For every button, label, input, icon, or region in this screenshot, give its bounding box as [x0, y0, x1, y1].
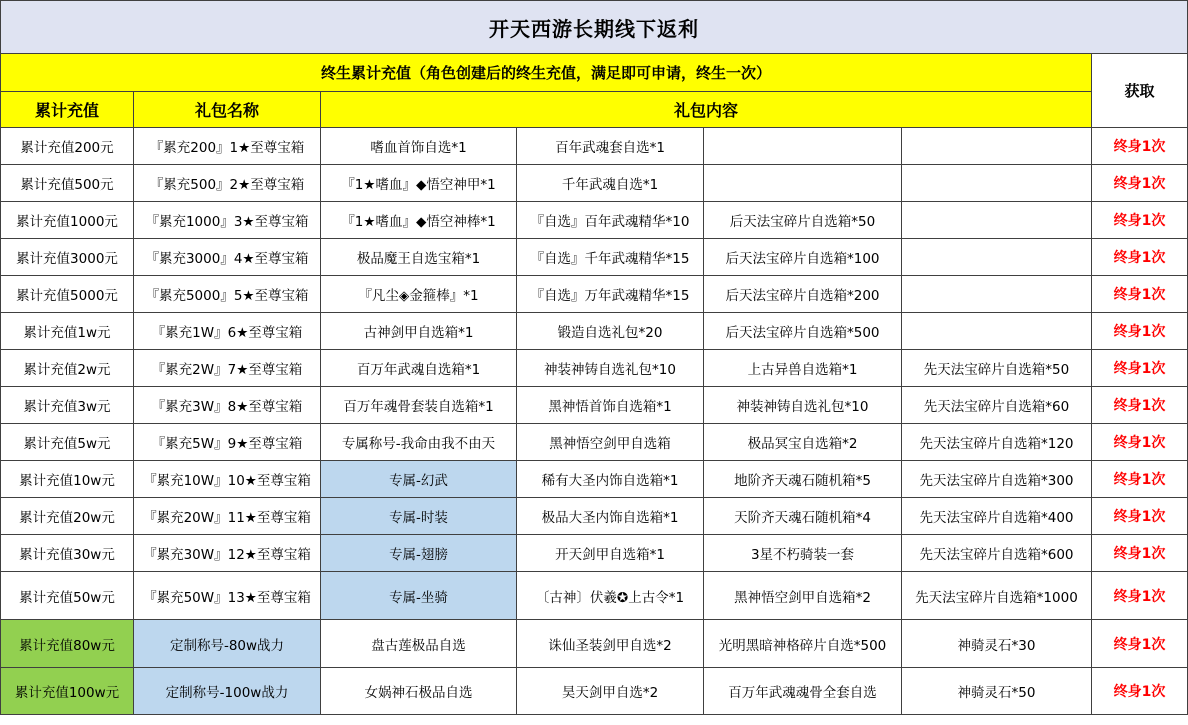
cell-obtain: 终身1次	[1092, 461, 1188, 498]
cell-package-item: 千年武魂自选*1	[517, 165, 704, 202]
header-obtain: 获取	[1092, 54, 1188, 128]
table-row	[1, 165, 1188, 202]
cell-package-item: 先天法宝碎片自选箱*120	[902, 424, 1092, 461]
table-row	[1, 387, 1188, 424]
cell-package-item: 天阶齐天魂石随机箱*4	[704, 498, 902, 535]
cell-amount: 累计充值100w元	[1, 668, 134, 715]
cell-package-item: 专属-坐骑	[321, 572, 517, 620]
cell-package-name: 『累充500』2★至尊宝箱	[134, 165, 321, 202]
cell-package-name: 『累充5W』9★至尊宝箱	[134, 424, 321, 461]
cell-package-item: 光明黑暗神格碎片自选*500	[704, 620, 902, 668]
cell-package-item: 昊天剑甲自选*2	[517, 668, 704, 715]
cell-package-item: 『1★嗜血』◆悟空神甲*1	[321, 165, 517, 202]
cell-obtain: 终身1次	[1092, 239, 1188, 276]
cell-package-item	[902, 202, 1092, 239]
cell-package-item: 后天法宝碎片自选箱*50	[704, 202, 902, 239]
cell-package-item: 黑神悟首饰自选箱*1	[517, 387, 704, 424]
cell-package-name: 『累充20W』11★至尊宝箱	[134, 498, 321, 535]
cell-amount: 累计充值20w元	[1, 498, 134, 535]
cell-package-item: 盘古莲极品自选	[321, 620, 517, 668]
table-row	[1, 350, 1188, 387]
cell-obtain: 终身1次	[1092, 387, 1188, 424]
cell-package-item: 女娲神石极品自选	[321, 668, 517, 715]
cell-amount: 累计充值5w元	[1, 424, 134, 461]
cell-amount: 累计充值200元	[1, 128, 134, 165]
cell-package-item: 『自选』百年武魂精华*10	[517, 202, 704, 239]
table-row	[1, 313, 1188, 350]
cell-obtain: 终身1次	[1092, 424, 1188, 461]
cell-package-name: 定制称号-80w战力	[134, 620, 321, 668]
cell-amount: 累计充值1000元	[1, 202, 134, 239]
cell-package-item: 百万年武魂魂骨全套自选	[704, 668, 902, 715]
cell-obtain: 终身1次	[1092, 202, 1188, 239]
cell-package-item: 诛仙圣装剑甲自选*2	[517, 620, 704, 668]
cell-obtain: 终身1次	[1092, 572, 1188, 620]
cell-package-item: 锻造自选礼包*20	[517, 313, 704, 350]
cell-package-item: 专属-幻武	[321, 461, 517, 498]
cell-package-item: 上古异兽自选箱*1	[704, 350, 902, 387]
cell-amount: 累计充值10w元	[1, 461, 134, 498]
cell-package-item	[902, 239, 1092, 276]
cell-package-item: 专属-时装	[321, 498, 517, 535]
cell-obtain: 终身1次	[1092, 276, 1188, 313]
cell-package-item: 后天法宝碎片自选箱*100	[704, 239, 902, 276]
cell-package-item: 〔古神〕伏羲✪上古令*1	[517, 572, 704, 620]
cell-package-item: 先天法宝碎片自选箱*300	[902, 461, 1092, 498]
table-row	[1, 202, 1188, 239]
cell-package-item: 先天法宝碎片自选箱*400	[902, 498, 1092, 535]
cell-obtain: 终身1次	[1092, 498, 1188, 535]
table-row	[1, 572, 1188, 620]
cell-package-item: 先天法宝碎片自选箱*50	[902, 350, 1092, 387]
table-row	[1, 128, 1188, 165]
cell-package-item: 嗜血首饰自选*1	[321, 128, 517, 165]
cell-amount: 累计充值1w元	[1, 313, 134, 350]
table-row	[1, 668, 1188, 715]
cell-package-item	[704, 165, 902, 202]
cell-package-item: 极品冥宝自选箱*2	[704, 424, 902, 461]
cell-amount: 累计充值2w元	[1, 350, 134, 387]
cell-obtain: 终身1次	[1092, 313, 1188, 350]
cell-obtain: 终身1次	[1092, 668, 1188, 715]
cell-amount: 累计充值3000元	[1, 239, 134, 276]
cell-package-item: 稀有大圣内饰自选箱*1	[517, 461, 704, 498]
cell-package-item: 『凡尘◈金箍棒』*1	[321, 276, 517, 313]
cell-package-name: 『累充3000』4★至尊宝箱	[134, 239, 321, 276]
cell-package-item: 百万年魂骨套装自选箱*1	[321, 387, 517, 424]
cell-package-item	[902, 128, 1092, 165]
cell-obtain: 终身1次	[1092, 535, 1188, 572]
cell-package-item: 黑神悟空剑甲自选箱*2	[704, 572, 902, 620]
cell-package-item: 神骑灵石*50	[902, 668, 1092, 715]
cell-amount: 累计充值3w元	[1, 387, 134, 424]
cell-package-item: 古神剑甲自选箱*1	[321, 313, 517, 350]
table-row	[1, 424, 1188, 461]
table-body	[1, 128, 1188, 715]
cell-package-item: 极品魔王自选宝箱*1	[321, 239, 517, 276]
table-row	[1, 620, 1188, 668]
cell-package-item: 开天剑甲自选箱*1	[517, 535, 704, 572]
cell-package-item: 3星不朽骑装一套	[704, 535, 902, 572]
cell-package-name: 『累充50W』13★至尊宝箱	[134, 572, 321, 620]
cell-package-item: 先天法宝碎片自选箱*60	[902, 387, 1092, 424]
cell-package-name: 『累充1W』6★至尊宝箱	[134, 313, 321, 350]
header-amount: 累计充值	[1, 92, 134, 128]
cell-obtain: 终身1次	[1092, 165, 1188, 202]
cell-obtain: 终身1次	[1092, 620, 1188, 668]
cell-package-item: 极品大圣内饰自选箱*1	[517, 498, 704, 535]
cell-package-item: 『自选』万年武魂精华*15	[517, 276, 704, 313]
cell-package-item	[902, 313, 1092, 350]
cell-obtain: 终身1次	[1092, 128, 1188, 165]
cell-package-item: 神装神铸自选礼包*10	[704, 387, 902, 424]
cell-package-item: 后天法宝碎片自选箱*200	[704, 276, 902, 313]
header-package-name: 礼包名称	[134, 92, 321, 128]
table-row	[1, 276, 1188, 313]
cell-package-item: 『1★嗜血』◆悟空神棒*1	[321, 202, 517, 239]
cell-package-item	[704, 128, 902, 165]
cell-package-item	[902, 276, 1092, 313]
table-row	[1, 498, 1188, 535]
cell-package-item	[902, 165, 1092, 202]
cell-package-item: 专属称号-我命由我不由天	[321, 424, 517, 461]
cell-package-item: 地阶齐天魂石随机箱*5	[704, 461, 902, 498]
cell-package-item: 后天法宝碎片自选箱*500	[704, 313, 902, 350]
table-row	[1, 239, 1188, 276]
cell-amount: 累计充值30w元	[1, 535, 134, 572]
cell-amount: 累计充值80w元	[1, 620, 134, 668]
cell-package-name: 定制称号-100w战力	[134, 668, 321, 715]
cell-package-item: 『自选』千年武魂精华*15	[517, 239, 704, 276]
cell-obtain: 终身1次	[1092, 350, 1188, 387]
cell-amount: 累计充值500元	[1, 165, 134, 202]
cell-package-item: 神装神铸自选礼包*10	[517, 350, 704, 387]
cell-package-name: 『累充30W』12★至尊宝箱	[134, 535, 321, 572]
cell-package-item: 百万年武魂自选箱*1	[321, 350, 517, 387]
cell-package-name: 『累充200』1★至尊宝箱	[134, 128, 321, 165]
cell-package-name: 『累充10W』10★至尊宝箱	[134, 461, 321, 498]
cell-amount: 累计充值5000元	[1, 276, 134, 313]
cell-package-name: 『累充3W』8★至尊宝箱	[134, 387, 321, 424]
cell-package-name: 『累充5000』5★至尊宝箱	[134, 276, 321, 313]
cell-package-item: 神骑灵石*30	[902, 620, 1092, 668]
table-row	[1, 535, 1188, 572]
cell-package-item: 黑神悟空剑甲自选箱	[517, 424, 704, 461]
header-package-content: 礼包内容	[321, 92, 1092, 128]
section-title: 终生累计充值（角色创建后的终生充值，满足即可申请，终生一次）	[1, 54, 1092, 92]
cell-package-item: 百年武魂套自选*1	[517, 128, 704, 165]
cell-amount: 累计充值50w元	[1, 572, 134, 620]
page-title: 开天西游长期线下返利	[1, 1, 1188, 54]
table-row	[1, 461, 1188, 498]
cell-package-item: 先天法宝碎片自选箱*600	[902, 535, 1092, 572]
cell-package-name: 『累充2W』7★至尊宝箱	[134, 350, 321, 387]
cell-package-item: 专属-翅膀	[321, 535, 517, 572]
cell-package-item: 先天法宝碎片自选箱*1000	[902, 572, 1092, 620]
cell-package-name: 『累充1000』3★至尊宝箱	[134, 202, 321, 239]
